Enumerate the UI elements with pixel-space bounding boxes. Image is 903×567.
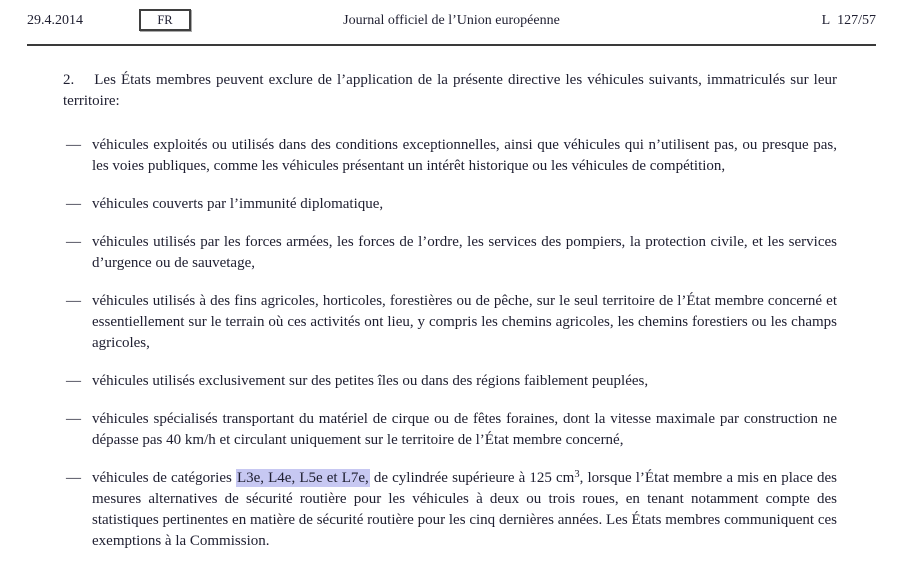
- dash-marker: —: [66, 293, 81, 309]
- language-badge: FR: [139, 9, 191, 31]
- list-item-6: [63, 409, 837, 451]
- dash-marker: —: [66, 234, 81, 250]
- page-reference: L 127/57: [821, 13, 876, 28]
- paragraph-text: Les États membres peuvent exclure de l’application de la présente directive les véhicules suivants, immatriculés sur leur territoire:: [63, 72, 837, 109]
- list-item-3: [63, 232, 837, 274]
- dash-marker: —: [66, 470, 81, 486]
- list-item-text: véhicules utilisés à des fins agricoles, horticoles, forestières ou de pêche, sur le seul territoire de l’État membre concerné et essentiellement sur le terrain où ces activités ont lieu, y compris les chemins agricoles, les chemins forestiers ou les champs agricoles,: [92, 293, 837, 351]
- list-item-text-post: , lorsque l’État membre a mis en place des mesures alternatives de sécurité routière pour les véhicules à deux ou trois roues, en tenant notamment compte des statistiques pertinentes en matière de sécurité routière pour les cinq dernières années. Les États membres communiquent ces exemptions à la Commission.: [92, 470, 838, 549]
- superscript-3: 3: [574, 469, 580, 480]
- dash-marker: —: [66, 373, 81, 389]
- list-item-text-pre: véhicules de catégories: [92, 470, 236, 486]
- header-date: 29.4.2014: [27, 13, 83, 28]
- journal-title: Journal officiel de l’Union européenne: [343, 13, 560, 28]
- list-item-text: véhicules exploités ou utilisés dans des conditions exceptionnelles, ainsi que véhicules qui n’utilisent pas, ou presque pas, les voies publiques, comme les véhicules présentant un intérêt historique ou les véhicules de compétition,: [92, 137, 837, 174]
- paragraph-2: [63, 70, 837, 112]
- dash-marker: —: [66, 411, 81, 427]
- list-item-text: véhicules utilisés exclusivement sur des petites îles ou dans des régions faiblement peuplées,: [92, 373, 649, 389]
- list-item-text: véhicules spécialisés transportant du matériel de cirque ou de fêtes foraines, dont la vitesse maximale par construction ne dépasse pas 40 km/h et circulant uniquement sur le territoire de l’État membre concerné,: [92, 411, 837, 448]
- page-body: [63, 70, 837, 567]
- list-item-5: [63, 371, 837, 392]
- list-item-text: véhicules couverts par l’immunité diplomatique,: [92, 196, 384, 212]
- dash-marker: —: [66, 137, 81, 153]
- list-item-text-mid: de cylindrée supérieure à 125 cm: [369, 470, 575, 486]
- dash-marker: —: [66, 196, 81, 212]
- list-item-text: véhicules utilisés par les forces armées, les forces de l’ordre, les services des pompiers, la protection civile, et les services d’urgence ou de sauvetage,: [92, 234, 837, 271]
- list-item-4: [63, 291, 837, 354]
- paragraph-number: 2.: [63, 72, 75, 88]
- list-item-2: [63, 194, 837, 215]
- list-item-7: [63, 468, 837, 552]
- list-item-1: [63, 135, 837, 177]
- page-header: [27, 0, 876, 46]
- highlighted-text: L3e, L4e, L5e et L7e,: [236, 470, 369, 486]
